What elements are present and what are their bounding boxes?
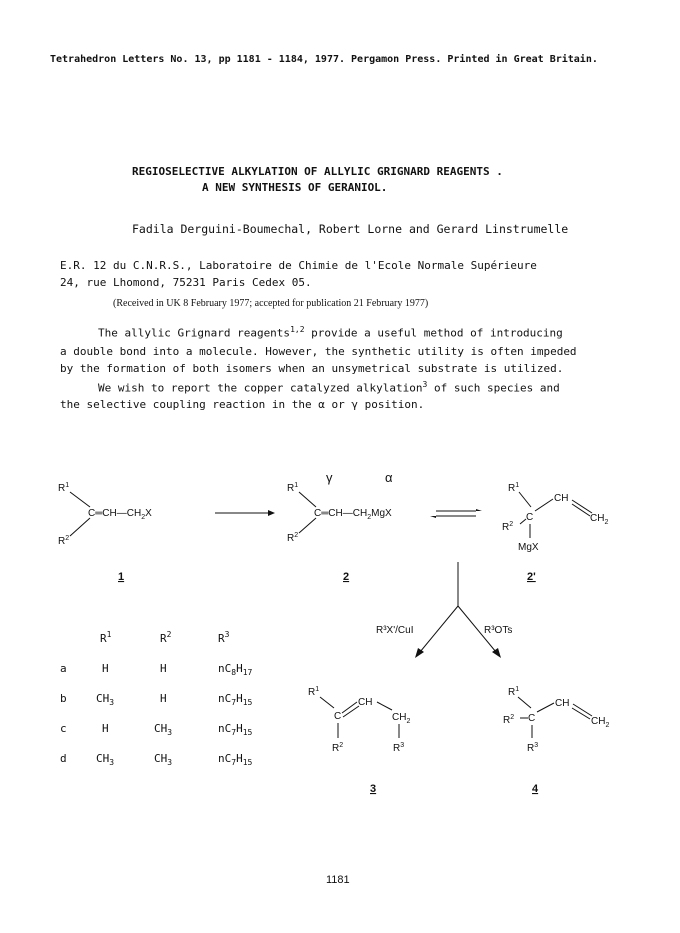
para1-line2: a double bond into a molecule. However, the synthetic utility is often impeded <box>60 345 577 358</box>
compound-2prime-label: 2' <box>527 571 536 583</box>
row-a-r2: H <box>160 662 167 675</box>
row-b-r1: $CH_3$ <box>96 692 115 707</box>
th-r2: $R^2$ <box>160 630 172 645</box>
c4-r1: $R^1$ <box>508 686 520 698</box>
row-b-r3: $nC_7H_{15}$ <box>218 692 253 707</box>
c4-c: C <box>528 713 536 724</box>
gamma-label: γ <box>326 470 333 485</box>
para1-line3: by the formation of both isomers when an unsymetrical substrate is utilized. <box>60 362 564 375</box>
journal-header: Tetrahedron Letters No. 13, pp 1181 - 1184, 1977. Pergamon Press. Printed in Great Britain. <box>50 54 598 65</box>
c2p-ch: CH <box>554 493 569 504</box>
c3-r3: $R^3$ <box>393 742 405 754</box>
row-a-label: a <box>60 662 67 675</box>
compound-2-structure <box>287 470 393 583</box>
row-d-r1: $CH_3$ <box>96 752 115 767</box>
row-d-r2: $CH_3$ <box>154 752 173 767</box>
para2-line2: the selective coupling reaction in the α or γ position. <box>60 398 425 411</box>
alpha-label: α <box>385 470 393 485</box>
c1-r1: $R^1$ <box>58 482 70 494</box>
c4-r3: $R^3$ <box>527 742 539 754</box>
compound-4-structure <box>503 686 609 795</box>
row-d-r3: $nC_7H_{15}$ <box>218 752 253 767</box>
th-r1: $R^1$ <box>100 630 112 645</box>
row-d-label: d <box>60 752 67 765</box>
c3-ch: CH <box>358 697 373 708</box>
affiliation-line-1: E.R. 12 du C.N.R.S., Laboratoire de Chimie de l'Ecole Normale Supérieure <box>60 259 537 272</box>
row-b-r2: H <box>160 692 167 705</box>
para1-text-b: provide a useful method of introducing <box>304 326 563 340</box>
c4-ch: CH <box>555 698 570 709</box>
equilibrium-arrows <box>430 509 482 518</box>
ref-1-2: 1,2 <box>290 325 305 334</box>
row-a-r1: H <box>102 662 109 675</box>
c3-c: C <box>334 711 342 722</box>
ref-3: 3 <box>422 380 428 389</box>
reaction-scheme <box>0 440 680 840</box>
c4-ch2: $CH_2$ <box>591 716 610 729</box>
branching-arrows <box>376 562 512 658</box>
c2p-mgx: MgX <box>518 542 539 553</box>
c2-chain: $C═CH—CH_2MgX$ <box>314 508 392 521</box>
row-c-r2: $CH_3$ <box>154 722 173 737</box>
row-c-label: c <box>60 722 67 735</box>
title-line-2: A NEW SYNTHESIS OF GERANIOL. <box>202 181 388 194</box>
page-number: 1181 <box>326 874 350 886</box>
row-a-r3: $nC_8H_{17}$ <box>218 662 253 677</box>
compound-2prime-structure <box>502 482 608 583</box>
compound-4-label: 4 <box>532 783 539 795</box>
para2-text-b: of such species and <box>427 381 560 395</box>
compound-3-structure <box>308 686 410 795</box>
reagent-left: R³X'/CuI <box>376 625 414 636</box>
compound-2-label: 2 <box>343 571 350 583</box>
c1-r2: $R^2$ <box>58 535 70 547</box>
c2p-c: C <box>526 512 534 523</box>
substituent-table <box>60 630 253 767</box>
c1-chain: $C═CH—CH_2X$ <box>88 508 152 521</box>
c2p-ch2: $CH_2$ <box>590 513 609 526</box>
c3-r1: $R^1$ <box>308 686 320 698</box>
th-r3: $R^3$ <box>218 630 230 645</box>
affiliation-line-2: 24, rue Lhomond, 75231 Paris Cedex 05. <box>60 276 312 289</box>
c4-r2: $R^2$ <box>503 714 515 726</box>
c2p-r2: $R^2$ <box>502 521 514 533</box>
authors: Fadila Derguini-Boumechal, Robert Lorne and Gerard Linstrumelle <box>132 222 569 236</box>
row-b-label: b <box>60 692 67 705</box>
row-c-r1: H <box>102 722 109 735</box>
row-c-r3: $nC_7H_{15}$ <box>218 722 253 737</box>
para2-line1 <box>98 380 560 395</box>
c2p-r1: $R^1$ <box>508 482 520 494</box>
title-line-1: REGIOSELECTIVE ALKYLATION OF ALLYLIC GRIGNARD REAGENTS . <box>132 165 503 178</box>
para2-text-a: We wish to report the copper catalyzed alkylation <box>98 381 423 395</box>
compound-1-label: 1 <box>118 571 125 583</box>
compound-3-label: 3 <box>370 783 377 795</box>
c2-r2: $R^2$ <box>287 532 299 544</box>
reagent-right: R³OTs <box>484 625 513 636</box>
c2-r1: $R^1$ <box>287 482 299 494</box>
arrow-head <box>268 510 275 516</box>
received-dates: (Received in UK 8 February 1977; accepted for publication 21 February 1977) <box>113 298 429 309</box>
para1-text-a: The allylic Grignard reagents <box>98 326 291 340</box>
c3-ch2: $CH_2$ <box>392 712 411 725</box>
compound-1-structure <box>58 482 152 583</box>
para1-line1 <box>98 325 563 340</box>
c3-r2: $R^2$ <box>332 742 344 754</box>
